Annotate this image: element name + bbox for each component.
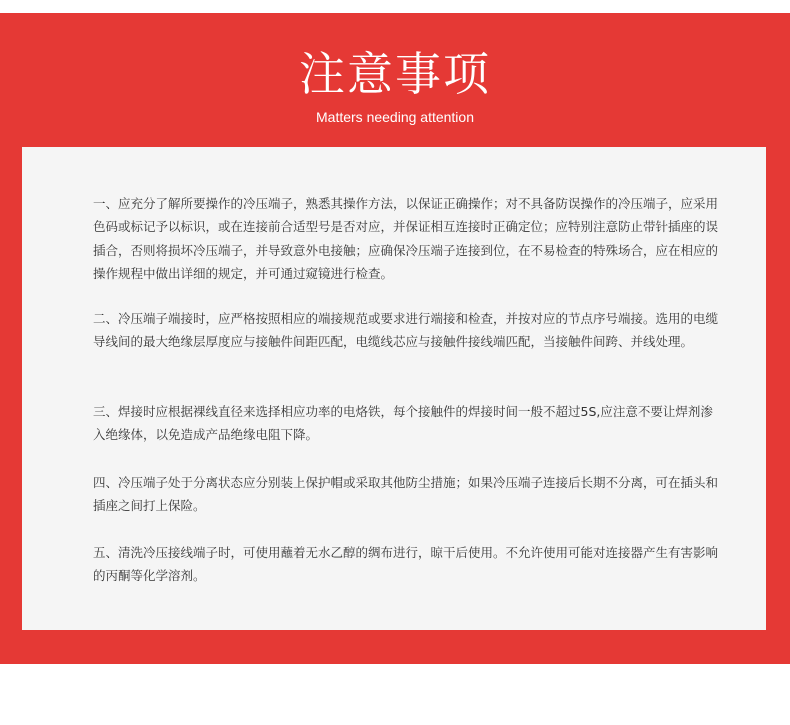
page-title: 注意事项 xyxy=(299,47,491,101)
note-paragraph-2: 二、冷压端子端接时，应严格按照相应的端接规范或要求进行端接和检查，并按对应的节点序号端接。选用的电缆导线间的最大绝缘层厚度应与接触件间距匹配，电缆线芯应与接触件接线端匹配，当接触件间跨、并线处理。 xyxy=(93,311,719,350)
page-subtitle: Matters needing attention xyxy=(316,109,474,125)
note-paragraph-4: 四、冷压端子处于分离状态应分别装上保护帽或采取其他防尘措施；如果冷压端子连接后长期不分离，可在插头和插座之间打上保险。 xyxy=(93,475,719,514)
note-paragraph-3: 三、焊接时应根据裸线直径来选择相应功率的电烙铁，每个接触件的焊接时间一般不超过5S,应注意不要让焊剂渗入绝缘体，以免造成产品绝缘电阻下降。 xyxy=(93,404,713,443)
note-paragraph-1: 一、应充分了解所要操作的冷压端子，熟悉其操作方法，以保证正确操作；对不具备防误操作的冷压端子，应采用色码或标记予以标识，或在连接前合适型号是否对应，并保证相互连接时正确定位；应特别注意防止带针插座的误插合，否则将损坏冷压端子，并导致意外电接触；应确保冷压端子连接到位，在不易检查的特殊场合，应在相应的操作规程中做出详细的规定，并可通过窥镜进行检查。 xyxy=(93,196,719,282)
header-banner xyxy=(0,13,790,664)
note-paragraph-5: 五、清洗冷压接线端子时，可使用蘸着无水乙醇的绸布进行，晾干后使用。不允许使用可能对连接器产生有害影响的丙酮等化学溶剂。 xyxy=(93,545,719,584)
notes-card xyxy=(22,147,766,630)
